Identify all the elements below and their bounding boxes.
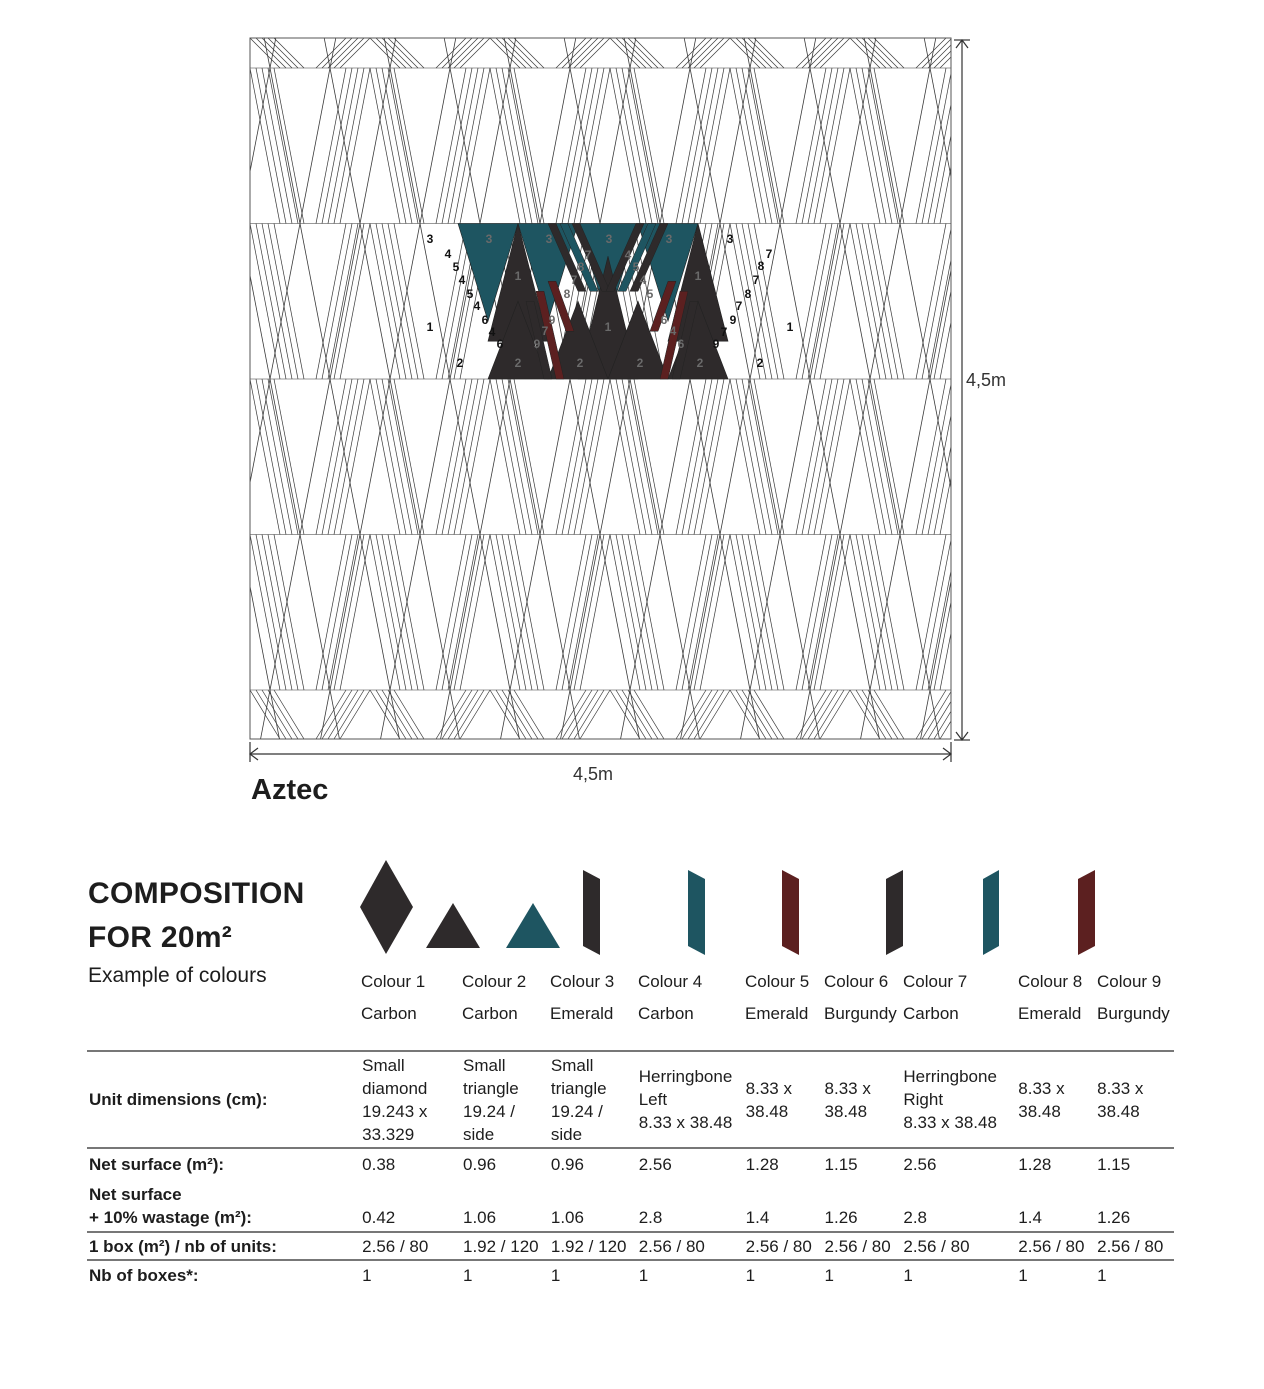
dimension-line: triangle <box>463 1078 519 1098</box>
tile-label: 9 <box>712 337 720 351</box>
tile-label: 2 <box>756 356 764 370</box>
colour-4 <box>638 966 702 1030</box>
colour-name: Emerald <box>1018 1004 1082 1023</box>
table-cell: 1.92 / 120 <box>549 1232 637 1260</box>
table-cell: 1.15 <box>1095 1148 1174 1183</box>
tile-label: 3 <box>426 232 434 246</box>
tile-label: 3 <box>605 232 613 246</box>
table-cell: 1.06 <box>550 1208 584 1227</box>
colour-name: Carbon <box>903 1004 959 1023</box>
tile-label: 4 <box>624 248 632 262</box>
dimension-line: 19.24 / <box>550 1101 603 1121</box>
colour-6 <box>824 966 897 1030</box>
colour-label: Colour 9 <box>1097 972 1162 991</box>
colour-name: Burgundy <box>824 1004 897 1023</box>
tile-label: 6 <box>677 337 685 351</box>
tile-label: 7 <box>541 324 549 338</box>
tile-label: 5 <box>466 287 474 301</box>
dimension-line: triangle <box>550 1078 607 1098</box>
dimension-line: 8.33 x <box>1018 1078 1065 1098</box>
table-cell: 1.4 <box>1018 1208 1042 1227</box>
table-cell <box>901 1051 1016 1148</box>
table-cell: 2.8 <box>638 1208 663 1227</box>
table-cell: 2.56 <box>637 1148 744 1183</box>
dimension-line: Small <box>463 1055 506 1075</box>
diamond-icon <box>360 860 413 954</box>
dimension-line: Small <box>362 1055 405 1075</box>
tile-label: 4 <box>639 273 647 287</box>
tile-label: 9 <box>729 313 737 327</box>
table-cell: 2.56 / 80 <box>823 1232 902 1260</box>
colour-2 <box>462 966 526 1030</box>
herringbone-left-icon <box>688 870 705 955</box>
herringbone-right-icon <box>983 870 999 955</box>
tile-label: 4 <box>473 299 481 313</box>
table-cell: 1 <box>1097 1265 1107 1285</box>
table-row-nb-boxes <box>87 1260 1174 1289</box>
dimension-line: Herringbone <box>903 1067 997 1086</box>
table-cell <box>823 1051 902 1148</box>
table-cell: 1 <box>903 1265 913 1285</box>
tile-label: 7 <box>752 273 760 287</box>
width-label: 4,5m <box>573 764 614 784</box>
herringbone-right-icon <box>1078 870 1095 955</box>
tile-label: 6 <box>496 337 504 351</box>
tile-label: 1 <box>786 320 794 334</box>
dimension-line: 38.48 <box>745 1101 789 1121</box>
colour-name: Carbon <box>638 1004 694 1023</box>
table-cell: 2.8 <box>903 1208 927 1227</box>
dimension-line: 38.48 <box>824 1101 868 1121</box>
table-cell: 1.26 <box>1097 1208 1131 1227</box>
tile-label: 7 <box>720 325 728 339</box>
colour-label: Colour 5 <box>745 972 810 991</box>
colour-label: Colour 7 <box>903 972 968 991</box>
colour-3 <box>550 966 614 1030</box>
dimension-line: Left <box>638 1090 668 1109</box>
table-cell: 1.92 / 120 <box>461 1232 549 1260</box>
dimension-line: 8.33 x <box>824 1078 871 1098</box>
colour-name: Carbon <box>361 1004 417 1023</box>
colour-name: Carbon <box>462 1004 518 1023</box>
row-label: 1 box (m²) / nb of units: <box>87 1232 360 1260</box>
colour-9 <box>1097 966 1170 1030</box>
herringbone-right-icon <box>886 870 903 955</box>
table-cell: 0.96 <box>461 1148 549 1183</box>
dimension-line: 8.33 x <box>745 1078 792 1098</box>
tile-label: 2 <box>456 356 464 370</box>
table-cell: 1.28 <box>1016 1148 1095 1183</box>
table-cell <box>461 1051 549 1148</box>
table-cell: 1 <box>463 1265 473 1285</box>
row-label <box>87 1183 360 1232</box>
tile-label: 8 <box>563 287 571 301</box>
triangle-icon <box>506 903 560 948</box>
colour-name: Emerald <box>745 1004 809 1023</box>
table-row-net-surface-wastage <box>87 1183 1174 1232</box>
tile-label: 9 <box>548 313 556 327</box>
row-label: Nb of boxes*: <box>89 1265 199 1285</box>
table-cell: 2.56 / 80 <box>744 1232 823 1260</box>
colour-label: Colour 4 <box>638 972 703 991</box>
table-cell: 0.96 <box>549 1148 637 1183</box>
tile-label: 2 <box>696 356 704 370</box>
table-cell: 2.56 / 80 <box>637 1232 744 1260</box>
tile-label: 2 <box>514 356 522 370</box>
tile-label: 4 <box>444 247 452 261</box>
dimension-line: 8.33 x <box>1097 1078 1144 1098</box>
tile-label: 8 <box>757 259 765 273</box>
tile-label: 7 <box>765 247 773 261</box>
tile-label: 6 <box>660 313 668 327</box>
colour-5 <box>745 966 809 1030</box>
table-cell: 2.56 <box>901 1148 1016 1183</box>
dimension-line: 38.48 <box>1097 1101 1140 1121</box>
table-row-net-surface <box>87 1148 1174 1183</box>
table-cell: 2.56 / 80 <box>360 1232 461 1260</box>
composition-title-line1: COMPOSITION <box>88 877 305 910</box>
table-cell: 1.4 <box>745 1208 770 1227</box>
table-cell: 1 <box>745 1265 756 1285</box>
tile-label: 9 <box>533 337 541 351</box>
dimension-line: side <box>463 1124 495 1144</box>
dimension-line: Herringbone <box>638 1067 733 1086</box>
dimension-line: side <box>550 1124 583 1144</box>
composition-title-line2: FOR 20m² <box>88 921 233 954</box>
tile-label: 3 <box>545 232 553 246</box>
table-cell: 1.28 <box>744 1148 823 1183</box>
table-cell: 1 <box>824 1265 834 1285</box>
dimension-line: 8.33 x 38.48 <box>638 1113 733 1132</box>
table-cell <box>360 1051 461 1148</box>
dimension-line: 19.243 x <box>362 1101 428 1121</box>
herringbone-left-icon <box>583 870 600 955</box>
row-label-line: Net surface <box>89 1185 182 1204</box>
herringbone-left-icon <box>782 870 799 955</box>
tile-label: 3 <box>485 232 493 246</box>
tile-label: 3 <box>726 232 734 246</box>
table-cell: 1 <box>550 1265 561 1285</box>
tile-label: 7 <box>570 273 578 287</box>
colour-label: Colour 1 <box>361 972 426 991</box>
colour-label: Colour 2 <box>462 972 527 991</box>
triangle-icon <box>426 903 480 948</box>
tile-label: 4 <box>669 324 677 338</box>
tile-label: 8 <box>744 287 752 301</box>
table-cell: 0.38 <box>360 1148 461 1183</box>
table-cell: 1.06 <box>463 1208 497 1227</box>
dimension-line: diamond <box>362 1078 428 1098</box>
tile-label: 6 <box>481 313 489 327</box>
colour-label: Colour 8 <box>1018 972 1083 991</box>
height-label: 4,5m <box>966 370 1007 390</box>
table-cell <box>1095 1051 1174 1148</box>
tile-label: 3 <box>665 232 673 246</box>
table-cell <box>744 1051 823 1148</box>
colour-label: Colour 6 <box>824 972 889 991</box>
colour-name: Emerald <box>550 1004 614 1023</box>
colour-8 <box>1018 966 1082 1030</box>
example-of-colours-label: Example of colours <box>88 964 267 987</box>
table-cell: 1.15 <box>823 1148 902 1183</box>
table-row-box-units <box>87 1232 1174 1260</box>
colour-1 <box>361 966 425 1030</box>
colour-7 <box>903 966 967 1030</box>
tile-label: 8 <box>577 260 585 274</box>
tile-label: 1 <box>694 269 702 283</box>
table-cell: 2.56 / 80 <box>1095 1232 1174 1260</box>
table-cell: 0.42 <box>362 1208 396 1227</box>
table-cell: 1 <box>1018 1265 1028 1285</box>
tile-label: 4 <box>458 273 466 287</box>
tile-label: 7 <box>584 248 592 262</box>
tile-label: 2 <box>636 356 644 370</box>
table-cell <box>637 1051 744 1148</box>
tile-label: 5 <box>452 260 460 274</box>
row-label: Unit dimensions (cm): <box>87 1051 360 1148</box>
specification-table <box>87 1050 1174 1289</box>
row-label: Net surface (m²): <box>87 1148 360 1183</box>
dimension-line: Right <box>903 1090 944 1109</box>
table-cell: 2.56 / 80 <box>901 1232 1016 1260</box>
colour-label: Colour 3 <box>550 972 615 991</box>
dimension-line: 8.33 x 38.48 <box>903 1113 997 1132</box>
table-cell <box>549 1051 637 1148</box>
tile-label: 1 <box>426 320 434 334</box>
table-cell <box>1016 1051 1095 1148</box>
dimension-line: 19.24 / <box>463 1101 515 1121</box>
table-row-unit-dimensions <box>87 1051 1174 1148</box>
dimension-line: 38.48 <box>1018 1101 1061 1121</box>
tile-label: 4 <box>488 325 496 339</box>
dimension-line: 33.329 <box>362 1124 415 1144</box>
table-cell: 2.56 / 80 <box>1016 1232 1095 1260</box>
tile-label: 5 <box>646 287 654 301</box>
tile-label: 1 <box>604 320 612 334</box>
table-cell: 1 <box>638 1265 649 1285</box>
tile-label: 5 <box>632 260 640 274</box>
row-label-line: + 10% wastage (m²): <box>89 1208 252 1227</box>
dimension-line: Small <box>550 1055 594 1075</box>
colour-name: Burgundy <box>1097 1004 1170 1023</box>
tile-label: 7 <box>735 299 743 313</box>
tile-label: 1 <box>514 269 522 283</box>
pattern-name: Aztec <box>251 774 329 806</box>
tile-label: 2 <box>576 356 584 370</box>
table-cell: 1.26 <box>824 1208 858 1227</box>
table-cell: 1 <box>362 1265 372 1285</box>
